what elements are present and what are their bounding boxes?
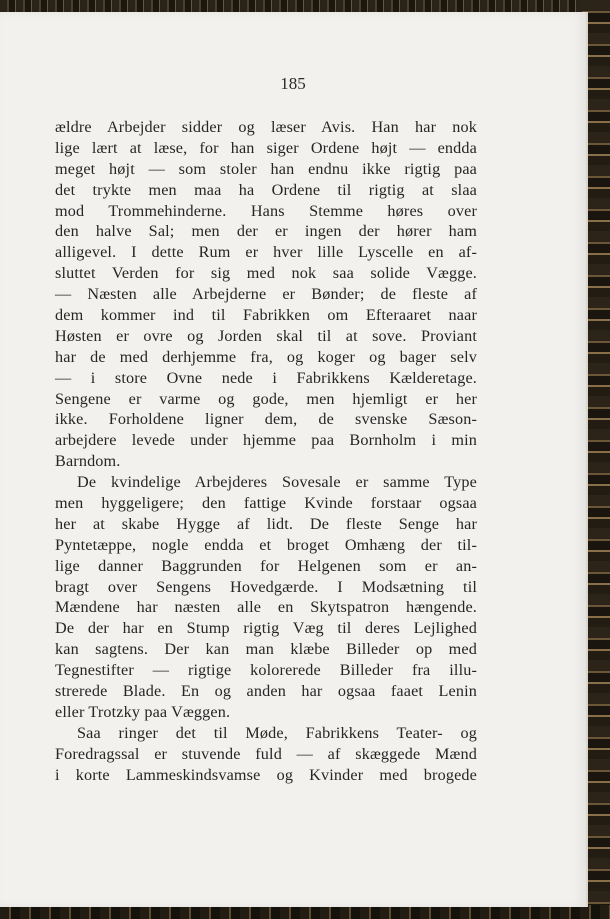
- text-line: — i store Ovne nede i Fabrikkens Kælderetage.: [55, 368, 477, 387]
- text-line: arbejdere levede under hjemme paa Bornholm i min: [55, 431, 477, 450]
- text-line: kan sagtens. Der kan man klæbe Billeder op med: [55, 640, 477, 659]
- text-line: lige danner Baggrunden for Helgenen som er an-: [55, 556, 477, 575]
- text-line: sluttet Verden for sig med nok saa solide Vægge.: [55, 264, 477, 283]
- text-line: lige lært at læse, for han siger Ordene højt — endda: [55, 138, 477, 157]
- text-line: Pyntetæppe, nogle endda et broget Omhæng der til-: [55, 535, 477, 554]
- page-number: 185: [280, 74, 306, 93]
- text-line: i korte Lammeskindsvamse og Kvinder med brogede: [55, 765, 477, 784]
- text-line: bragt over Sengens Hovedgærde. I Modsætning til: [55, 577, 477, 596]
- book-binding-bottom: [0, 905, 610, 919]
- text-line: mod Trommehinderne. Hans Stemme høres over: [55, 201, 477, 220]
- text-line: Foredragssal er stuvende fuld — af skæggede Mænd: [55, 744, 477, 763]
- text-line: — Næsten alle Arbejderne er Bønder; de fleste af: [55, 285, 477, 304]
- text-line: alligevel. I dette Rum er hver lille Lyscelle en af-: [55, 243, 477, 262]
- book-page: [0, 12, 588, 907]
- text-line: ældre Arbejder sidder og læser Avis. Han har nok: [55, 118, 477, 136]
- text-line: men hyggeligere; den fattige Kvinde forstaar ogsaa: [55, 494, 477, 513]
- text-line: dem kommer ind til Fabrikken om Efteraaret naar: [55, 306, 477, 325]
- text-line: strerede Blade. En og anden har ogsaa faaet Lenin: [55, 682, 477, 701]
- text-line: eller Trotzky paa Væggen.: [55, 702, 231, 721]
- body-text: [55, 117, 477, 786]
- text-line: meget højt — som stoler han endnu ikke rigtig paa: [55, 159, 477, 178]
- text-line: har de med derhjemme fra, og koger og bager selv: [55, 347, 477, 366]
- text-line: den halve Sal; men der er ingen der hører ham: [55, 222, 477, 241]
- text-line: ikke. Forholdene ligner dem, de svenske Sæson-: [55, 410, 477, 429]
- text-line: Høsten er ovre og Jorden skal til at sove. Proviant: [55, 326, 477, 345]
- text-line: Mændene har næsten alle en Skytspatron hængende.: [55, 598, 477, 617]
- text-line: Tegnestifter — rigtige kolorerede Billeder fra illu-: [55, 661, 477, 680]
- text-line: Sengene er varme og gode, men hjemligt er her: [55, 389, 477, 408]
- text-line: De der har en Stump rigtig Væg til deres Lejlighed: [55, 619, 477, 638]
- text-line: det trykte men maa ha Ordene til rigtig at slaa: [55, 180, 477, 199]
- text-line: De kvindelige Arbejderes Sovesale er samme Type: [77, 473, 477, 492]
- text-line: her at skabe Hygge af lidt. De fleste Senge har: [55, 514, 477, 533]
- text-line: Saa ringer det til Møde, Fabrikkens Teater- og: [77, 723, 477, 742]
- text-line: Barndom.: [55, 452, 121, 471]
